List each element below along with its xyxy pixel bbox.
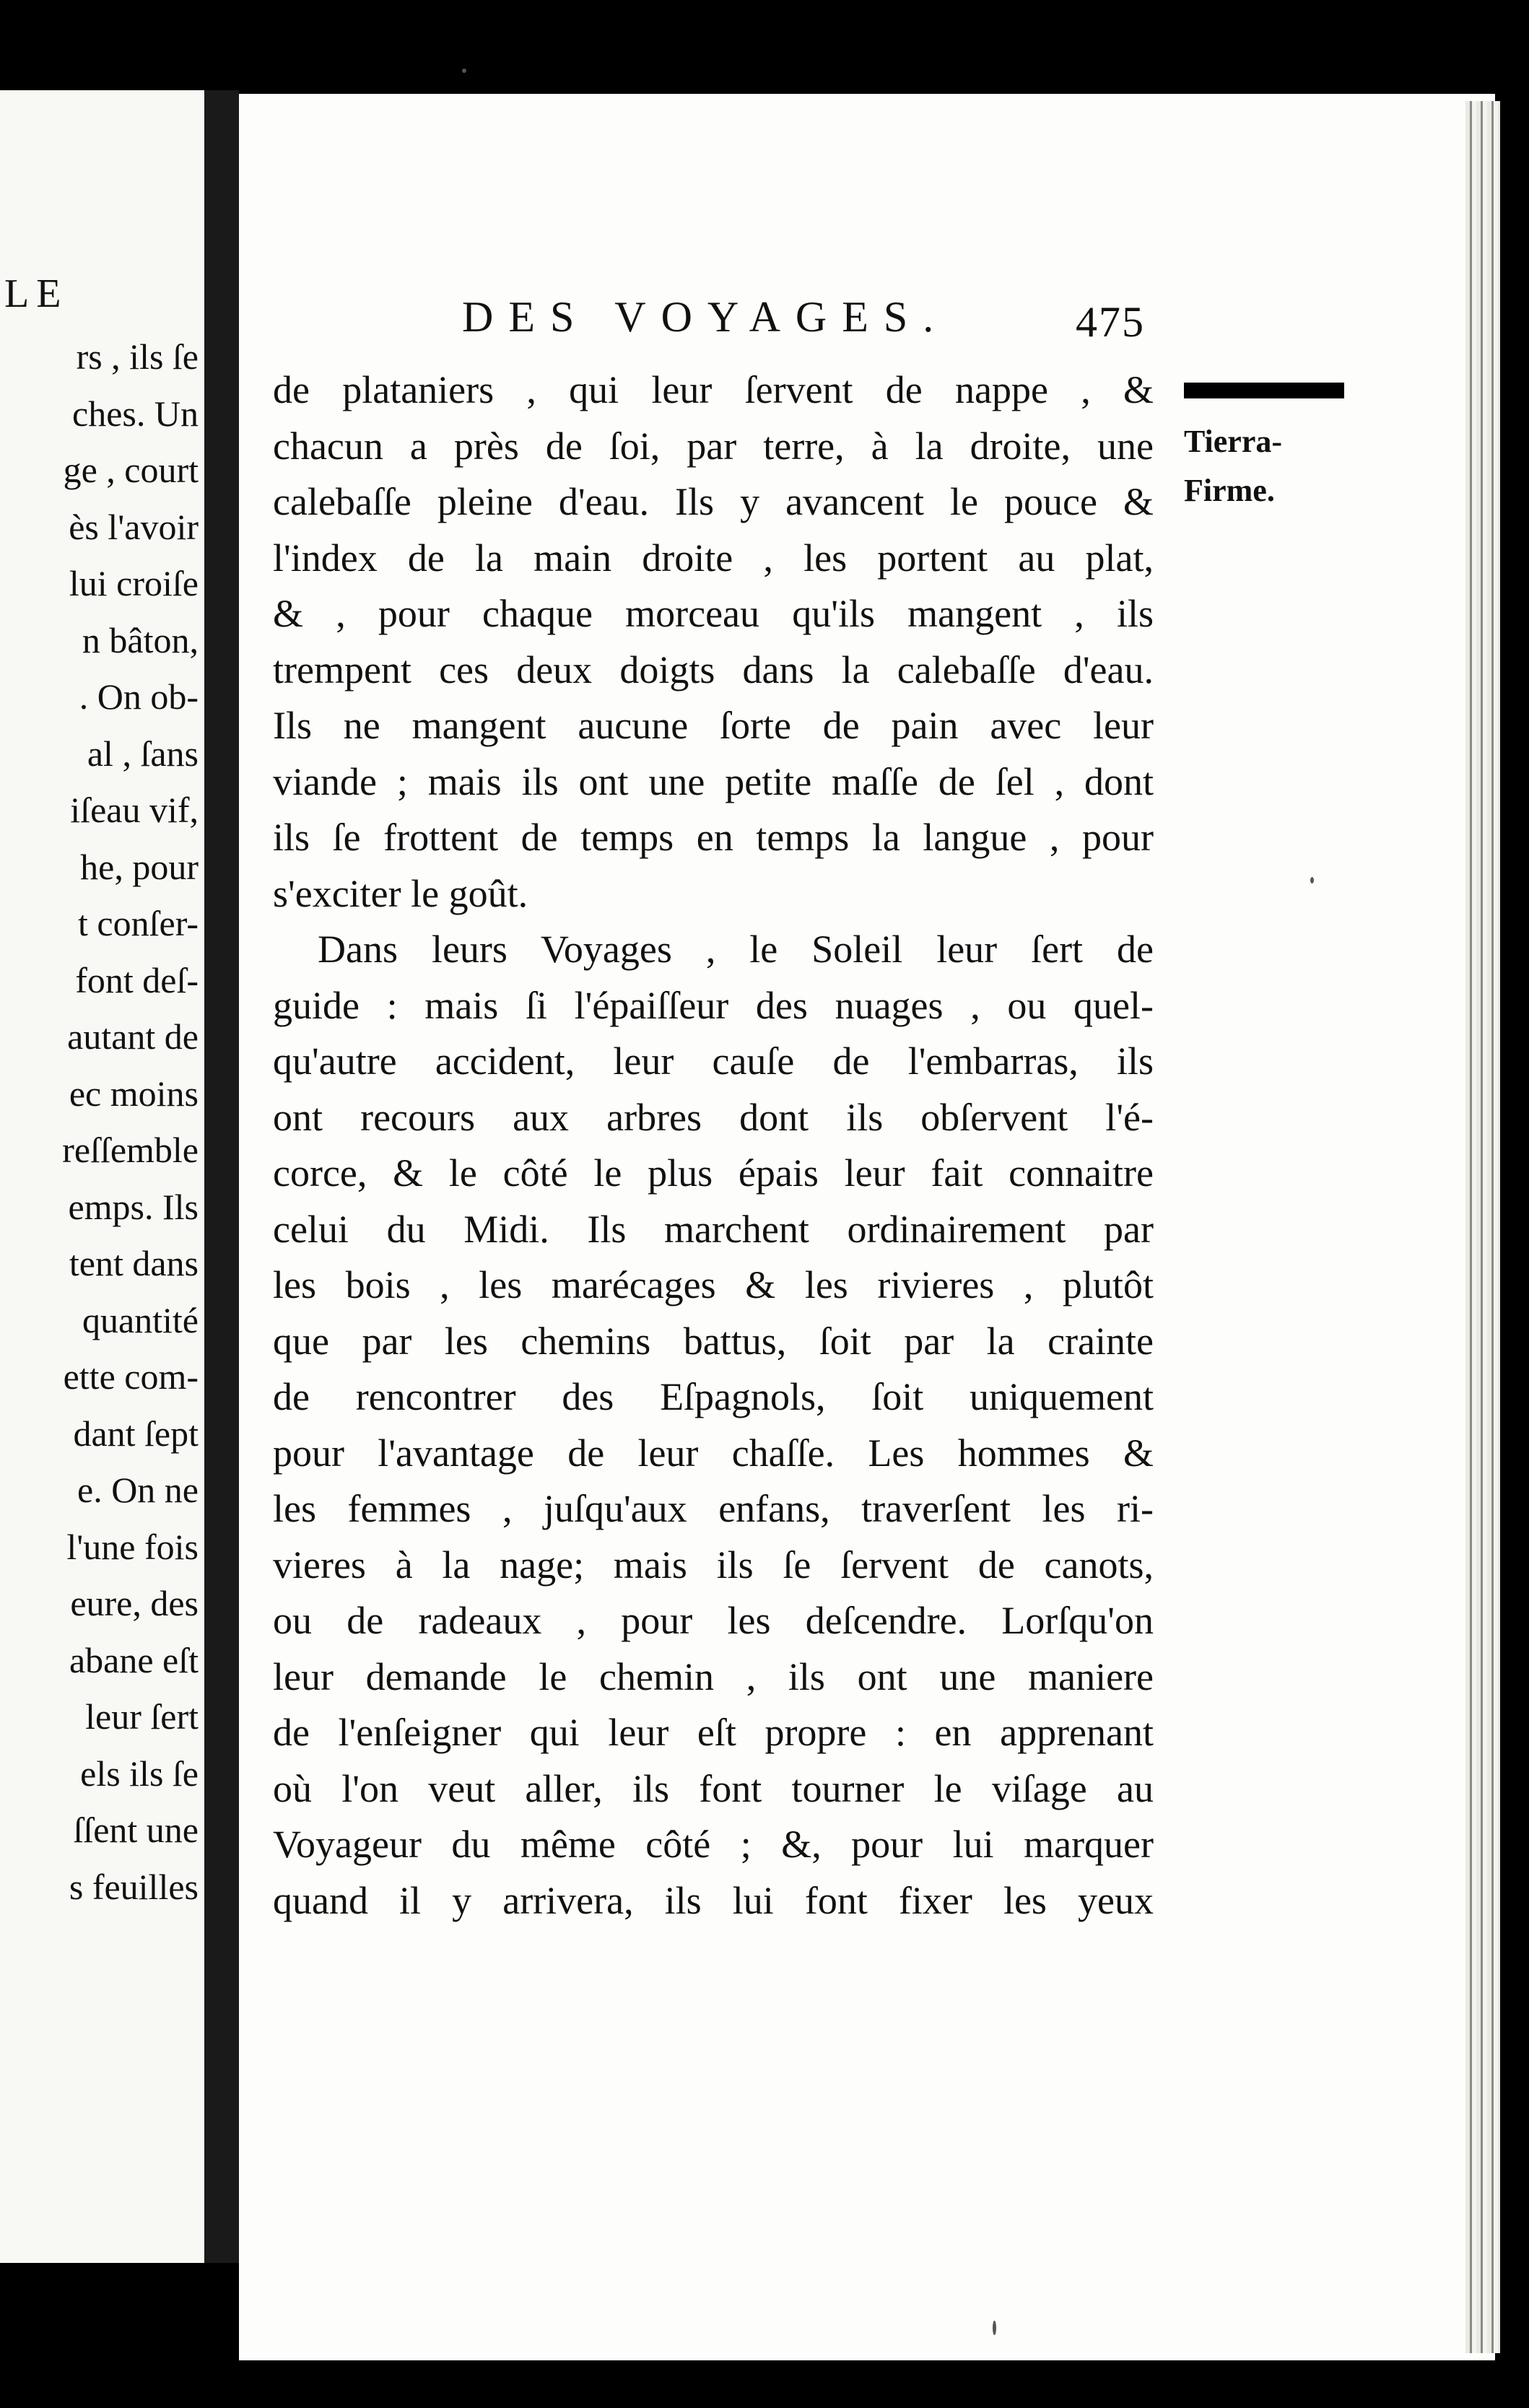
- left-line: autant de: [67, 1016, 199, 1057]
- left-line: ec moins: [69, 1073, 199, 1114]
- text-line: de plataniers , qui leur ſervent de nappe , &: [273, 368, 1154, 411]
- text-line: viande ; mais ils ont une petite maſſe de ſel , dont: [273, 759, 1154, 803]
- left-line: emps. Ils: [68, 1186, 199, 1227]
- left-line: t conſer-: [78, 903, 199, 943]
- text-line: les femmes , juſqu'aux enfans, traverſent les ri-: [273, 1487, 1154, 1530]
- margin-note-line: Firme.: [1184, 473, 1275, 508]
- body-text: [273, 362, 1154, 1929]
- left-line: s feuilles: [69, 1866, 199, 1907]
- left-line: ette com-: [63, 1356, 199, 1397]
- running-head: DES VOYAGES.: [462, 293, 949, 341]
- left-line: ge , court: [63, 450, 199, 490]
- left-line: abane eſt: [69, 1639, 199, 1680]
- page-number: 475: [1076, 298, 1145, 346]
- left-line: els ils ſe: [80, 1753, 199, 1794]
- text-line: guide : mais ſi l'épaiſſeur des nuages , ou quel-: [273, 983, 1154, 1027]
- left-line: quantité: [82, 1299, 199, 1340]
- left-line: . On ob-: [79, 676, 199, 717]
- margin-rule: [1184, 383, 1344, 398]
- text-line: ont recours aux arbres dont ils obſervent l'é-: [273, 1095, 1154, 1139]
- ink-speck: [462, 69, 466, 73]
- book-gutter: [204, 90, 239, 2263]
- left-line: font deſ-: [75, 959, 199, 1000]
- text-line: pour l'avantage de leur chaſſe. Les hommes &: [273, 1431, 1154, 1475]
- left-line: n bâton,: [82, 619, 199, 660]
- left-line: leur ſert: [85, 1696, 199, 1737]
- text-line: où l'on veut aller, ils font tourner le viſage au: [273, 1766, 1154, 1810]
- left-line: ſſent une: [73, 1810, 199, 1850]
- ink-speck: [1310, 877, 1314, 884]
- text-line: & , pour chaque morceau qu'ils mangent , ils: [273, 592, 1154, 635]
- text-line: qu'autre accident, leur cauſe de l'embarras, ils: [273, 1039, 1154, 1083]
- text-line: trempent ces deux doigts dans la calebaſſe d'eau.: [273, 647, 1154, 692]
- page-edge: [1465, 101, 1500, 2353]
- left-line: rs , ils ſe: [76, 336, 199, 377]
- text-line: chacun a près de ſoi, par terre, à la droite, une: [273, 424, 1154, 468]
- left-line: ches. Un: [72, 393, 199, 434]
- left-page-header: LE: [4, 271, 69, 316]
- text-line: ils ſe frottent de temps en temps la langue , pour: [273, 816, 1154, 859]
- ink-speck: [993, 2321, 996, 2335]
- margin-note: [1184, 417, 1282, 515]
- left-line: reſſemble: [62, 1130, 199, 1170]
- text-line: Dans leurs Voyages , le Soleil leur ſert de: [318, 928, 1154, 971]
- left-line: l'une fois: [66, 1526, 199, 1567]
- text-line: celui du Midi. Ils marchent ordinairement par: [273, 1207, 1154, 1251]
- text-line: vieres à la nage; mais ils ſe ſervent de canots,: [273, 1543, 1154, 1587]
- text-line: s'exciter le goût.: [273, 871, 528, 915]
- left-line: iſeau vif,: [70, 790, 199, 830]
- left-line: he, pour: [80, 846, 199, 887]
- text-line: de l'enſeigner qui leur eſt propre : en apprenant: [273, 1711, 1154, 1754]
- left-line: al , ſans: [87, 733, 199, 774]
- text-line: que par les chemins battus, ſoit par la crainte: [273, 1319, 1154, 1363]
- left-page-text: [0, 328, 199, 1915]
- text-line: leur demande le chemin , ils ont une maniere: [273, 1654, 1154, 1698]
- left-line: ès l'avoir: [69, 506, 199, 547]
- left-line: eure, des: [70, 1583, 199, 1623]
- text-line: l'index de la main droite , les portent au plat,: [273, 536, 1154, 580]
- text-line: calebaſſe pleine d'eau. Ils y avancent le pouce &: [273, 480, 1154, 523]
- left-line: dant ſept: [73, 1413, 199, 1454]
- text-line: quand il y arrivera, ils lui font fixer les yeux: [273, 1878, 1154, 1922]
- text-line: Voyageur du même côté ; &, pour lui marquer: [273, 1823, 1154, 1866]
- text-line: les bois , les marécages & les rivieres , plutôt: [273, 1263, 1154, 1306]
- left-line: lui croiſe: [69, 563, 199, 603]
- text-line: Ils ne mangent aucune ſorte de pain avec leur: [273, 704, 1154, 747]
- left-page: [0, 90, 204, 2263]
- left-line: tent dans: [69, 1243, 199, 1283]
- text-line: de rencontrer des Eſpagnols, ſoit uniquement: [273, 1375, 1154, 1418]
- margin-note-line: Tierra-: [1184, 424, 1283, 459]
- text-line: corce, & le côté le plus épais leur fait connaitre: [273, 1151, 1154, 1195]
- text-line: ou de radeaux , pour les deſcendre. Lorſqu'on: [273, 1599, 1154, 1642]
- left-line: e. On ne: [77, 1470, 199, 1510]
